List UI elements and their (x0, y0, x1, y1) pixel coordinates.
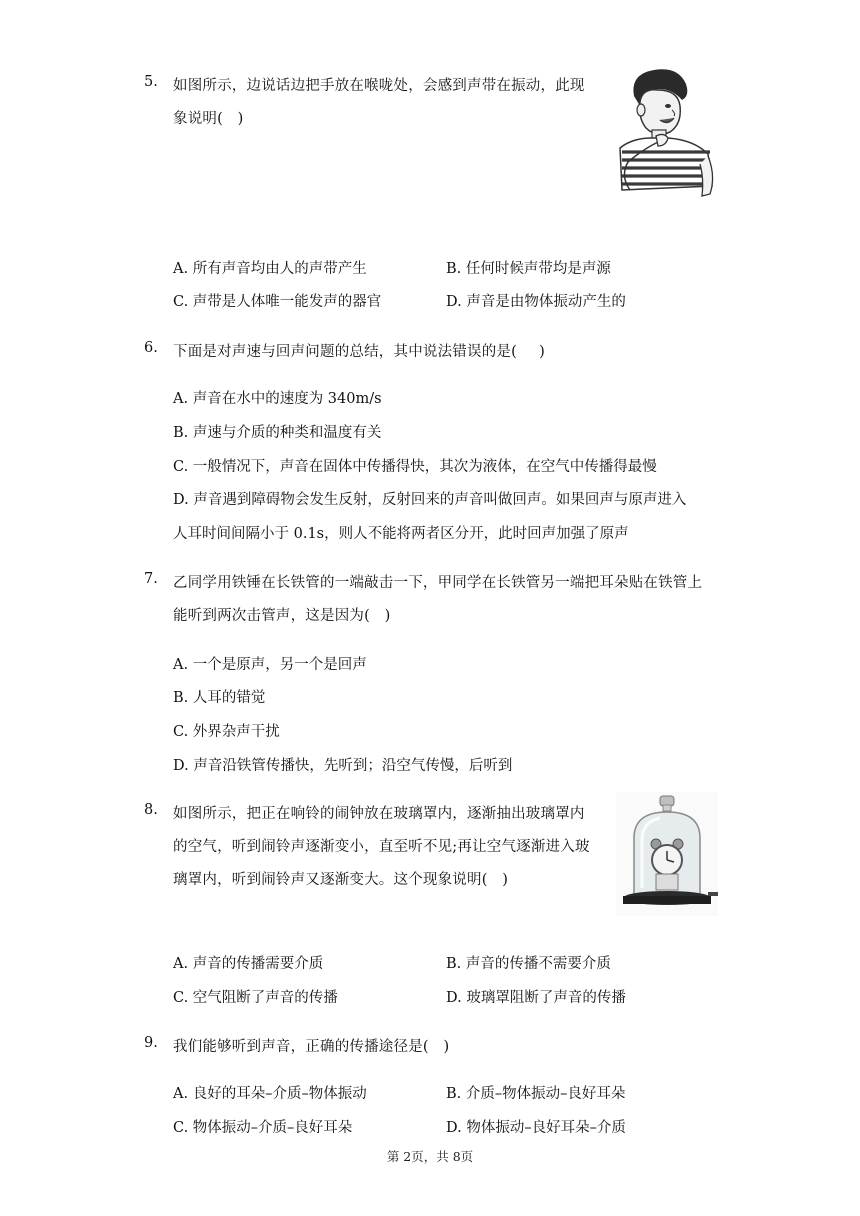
question-8-option-d: D. 玻璃罩阻断了声音的传播 (446, 990, 626, 1006)
question-9-option-b: B. 介质–物体振动–良好耳朵 (446, 1086, 626, 1102)
question-6-option-d: D. 声音遇到障碍物会发生反射，反射回来的声音叫做回声。如果回声与原声进入 (173, 492, 687, 508)
question-7-option-a: A. 一个是原声，另一个是回声 (173, 657, 367, 673)
question-7-stem-line-1: 乙同学用铁锤在长铁管的一端敲击一下，甲同学在长铁管另一端把耳朵贴在铁管上 (173, 575, 703, 591)
page-footer: 第 2页，共 8页 (386, 1149, 474, 1164)
question-5-number: 5. (144, 74, 158, 90)
question-8-option-c: C. 空气阻断了声音的传播 (173, 990, 338, 1006)
question-6-number: 6. (144, 340, 158, 356)
question-9-option-d: D. 物体振动–良好耳朵–介质 (446, 1120, 626, 1136)
question-6-option-c: C. 一般情况下，声音在固体中传播得快，其次为液体，在空气中传播得最慢 (173, 459, 657, 475)
question-9-stem-line-1: 我们能够听到声音，正确的传播途径是( ) (173, 1039, 450, 1055)
question-8-stem-line-3: 璃罩内，听到闹铃声又逐渐变大。这个现象说明( ) (173, 872, 509, 888)
question-6-stem-line-1: 下面是对声速与回声问题的总结，其中说法错误的是( ) (173, 344, 545, 360)
question-8-number: 8. (144, 802, 158, 818)
question-8-stem-line-2: 的空气，听到闹铃声逐渐变小，直至听不见;再让空气逐渐进入玻 (173, 839, 590, 855)
question-5-option-d: D. 声音是由物体振动产生的 (446, 294, 626, 310)
question-6-option-b: B. 声速与介质的种类和温度有关 (173, 425, 382, 441)
question-5-stem-line-2: 象说明( ) (173, 111, 244, 127)
question-5-option-a: A. 所有声音均由人的声带产生 (173, 261, 367, 277)
question-7-option-d: D. 声音沿铁管传播快，先听到；沿空气传慢，后听到 (173, 758, 513, 774)
question-8-option-a: A. 声音的传播需要介质 (173, 956, 324, 972)
question-9-option-a: A. 良好的耳朵–介质–物体振动 (173, 1086, 367, 1102)
question-6-option-d-continued: 人耳时间间隔小于 0.1s，则人不能将两者区分开，此时回声加强了原声 (173, 526, 629, 542)
question-7-number: 7. (144, 571, 158, 587)
question-8-stem-line-1: 如图所示，把正在响铃的闹钟放在玻璃罩内，逐渐抽出玻璃罩内 (173, 806, 585, 822)
boy-touching-throat-figure (612, 66, 716, 200)
bell-jar-alarm-clock-figure (616, 792, 718, 916)
question-5-stem-line-1: 如图所示，边说话边把手放在喉咙处，会感到声带在振动，此现 (173, 78, 585, 94)
question-9-option-c: C. 物体振动–介质–良好耳朵 (173, 1120, 353, 1136)
question-7-option-b: B. 人耳的错觉 (173, 690, 266, 706)
question-8-option-b: B. 声音的传播不需要介质 (446, 956, 611, 972)
question-6-option-a: A. 声音在水中的速度为 340m/s (173, 391, 382, 407)
question-9-number: 9. (144, 1035, 158, 1051)
question-7-option-c: C. 外界杂声干扰 (173, 724, 280, 740)
question-5-option-b: B. 任何时候声带均是声源 (446, 261, 611, 277)
question-7-stem-line-2: 能听到两次击管声，这是因为( ) (173, 608, 391, 624)
question-5-option-c: C. 声带是人体唯一能发声的器官 (173, 294, 382, 310)
